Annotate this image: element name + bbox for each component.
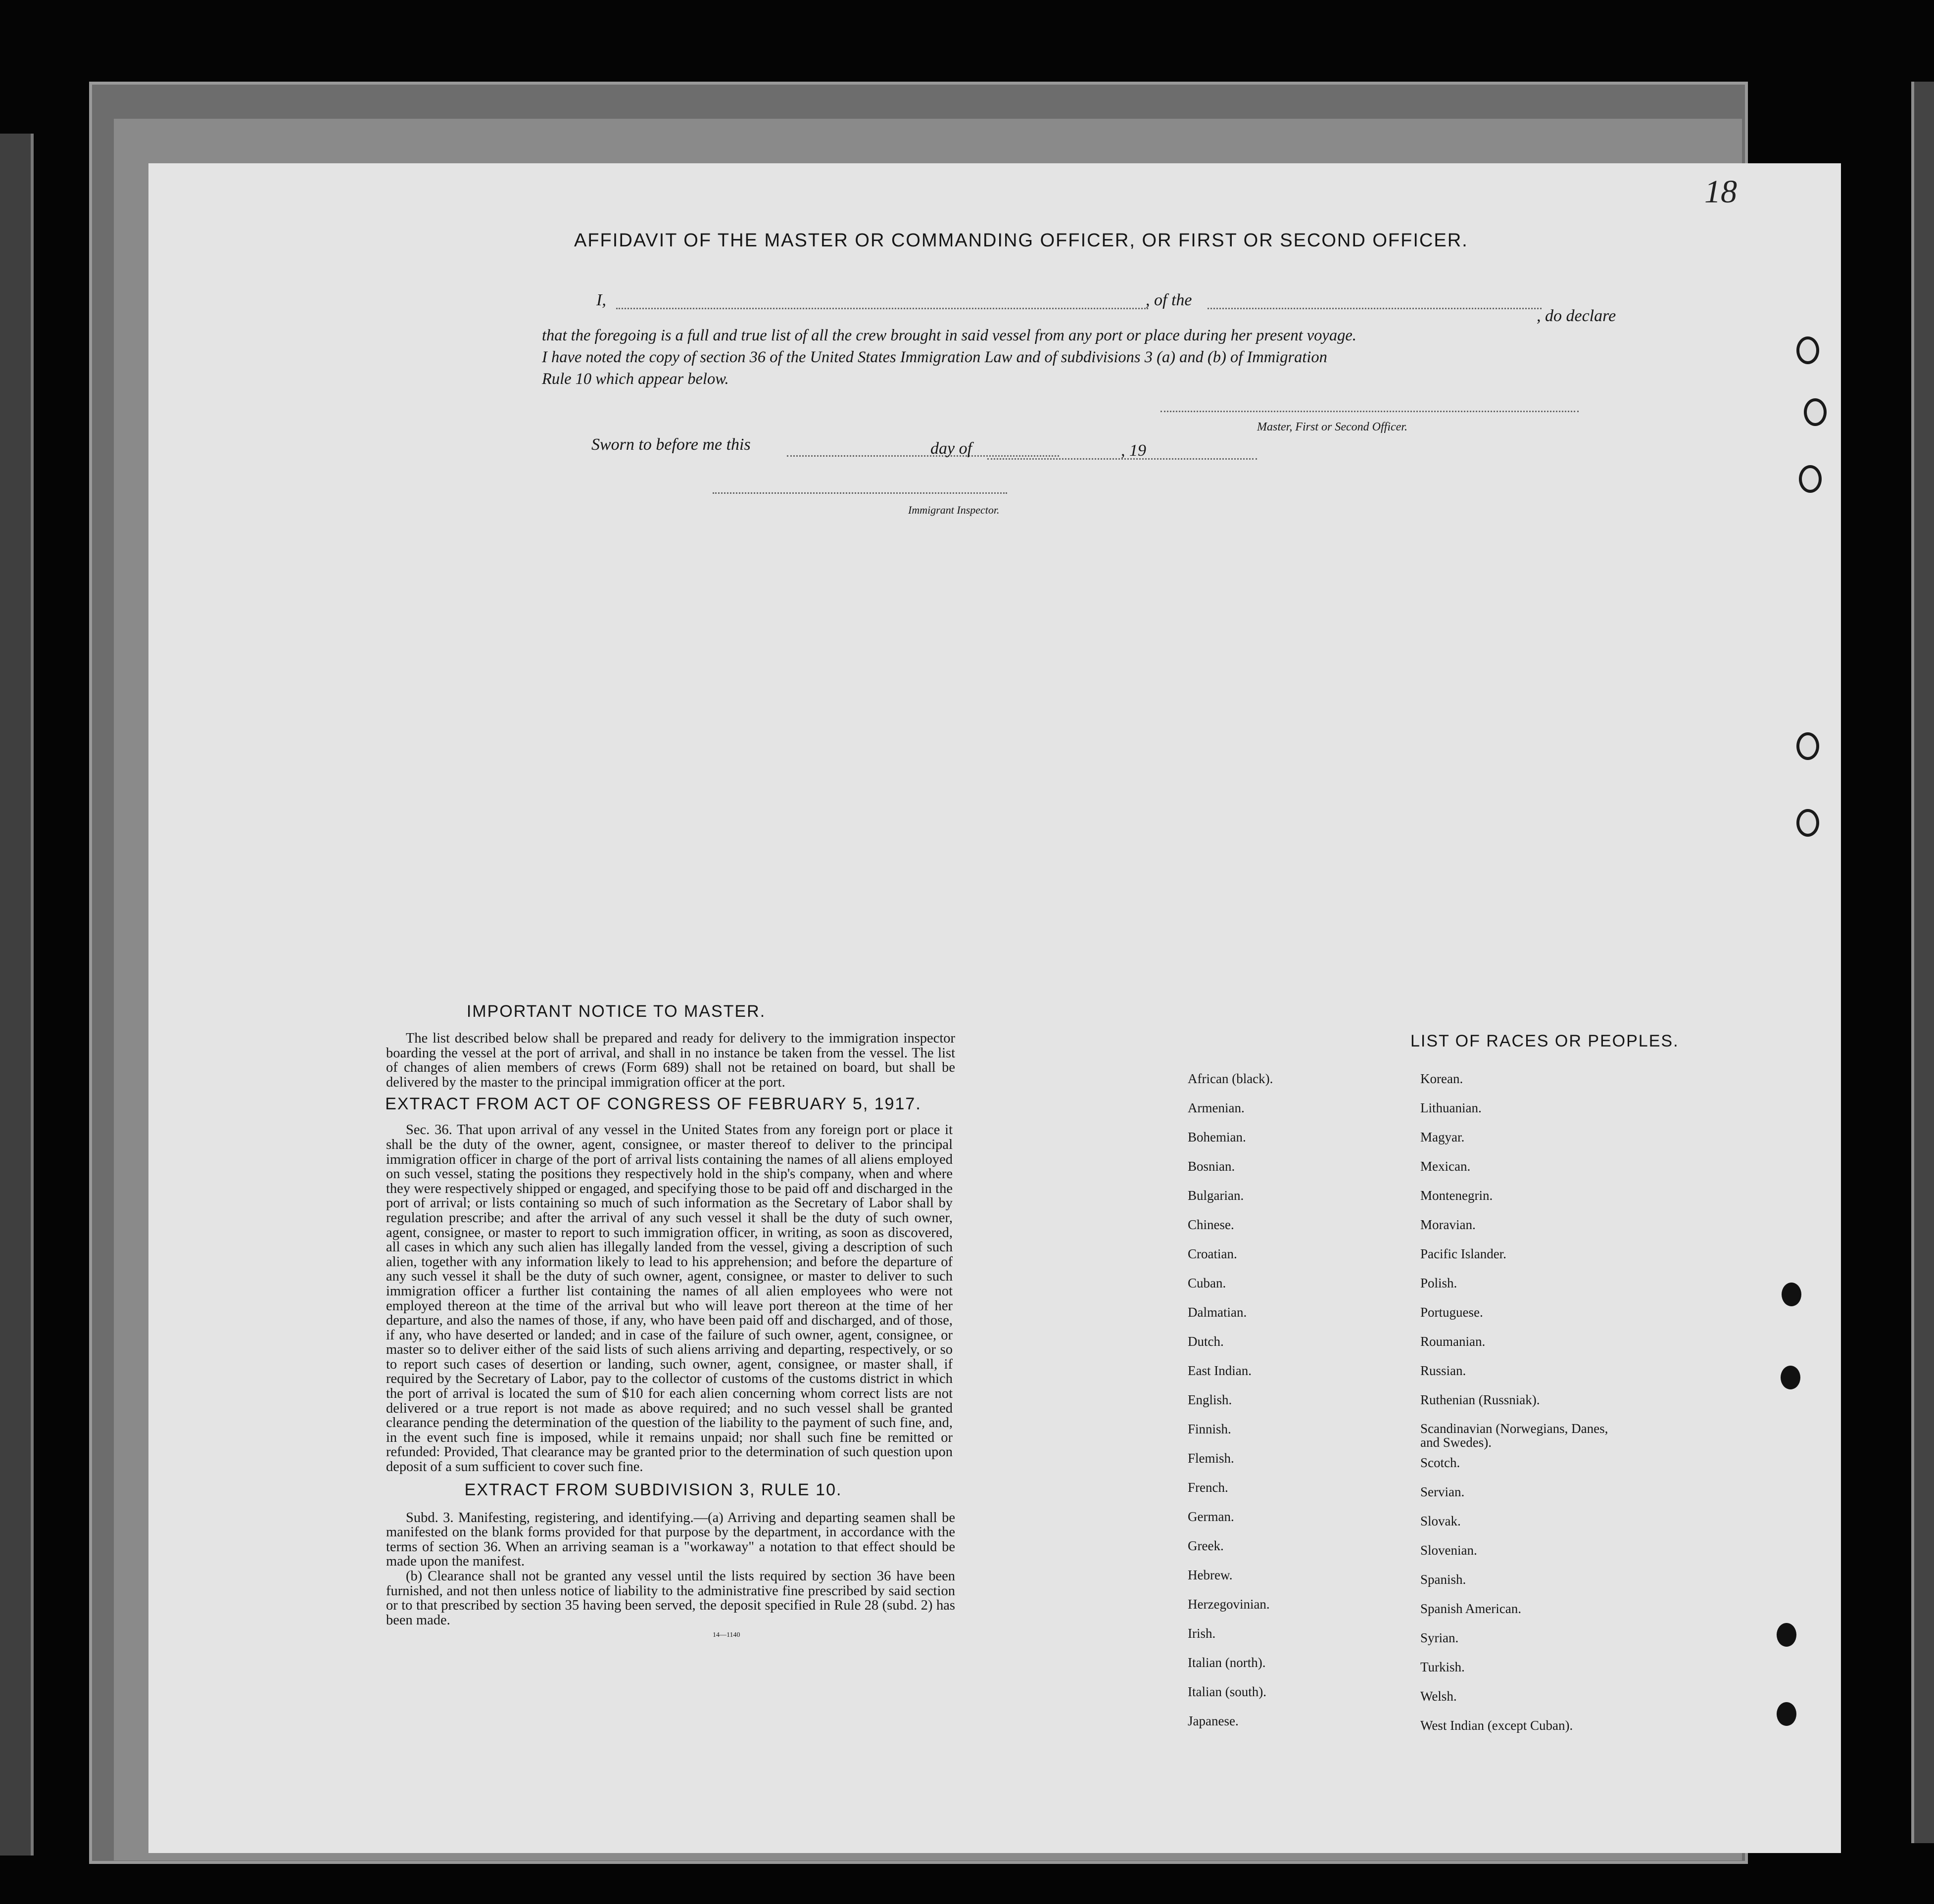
race-item: Flemish. [1188,1451,1234,1466]
race-item: Servian. [1420,1484,1465,1499]
race-item: Croatian. [1188,1246,1237,1261]
race-item: Greek. [1188,1538,1224,1553]
declarant-name-field[interactable] [616,308,1148,309]
binder-hole-icon [1777,1623,1796,1647]
race-item: Hebrew. [1188,1568,1233,1582]
race-item: Japanese. [1188,1714,1239,1728]
rule-paragraph-b: (b) Clearance shall not be granted any vessel until the lists required by section 36 have been furnished, and not then unless notice of liability to the administrative fine prescribed by said section or to that prescribed by section 35 having been served, the deposit specified in Rule 28 (subd. 2) has been made. [386,1569,955,1628]
race-item: Lithuanian. [1420,1100,1482,1115]
race-item: Polish. [1420,1276,1457,1290]
declaration-line-3: I have noted the copy of section 36 of the United States Immigration Law and of subdivisions 3 (a) and (b) of Immigration [542,348,1327,366]
race-item: Chinese. [1188,1217,1234,1232]
race-item: Pacific Islander. [1420,1246,1506,1261]
races-title: LIST OF RACES OR PEOPLES. [1410,1032,1679,1050]
race-item: Slovenian. [1420,1543,1477,1558]
adjacent-page-right-edge [1911,82,1934,1843]
rule-heading: EXTRACT FROM SUBDIVISION 3, RULE 10. [464,1480,842,1499]
binder-hole-icon [1804,398,1827,426]
race-item: Slovak. [1420,1514,1461,1528]
race-item: Portuguese. [1420,1305,1483,1320]
race-item: Herzegovinian. [1188,1597,1270,1612]
signature-field[interactable] [1160,411,1579,412]
inspector-signature-field[interactable] [713,492,1007,494]
adjacent-page-left-edge [0,134,34,1856]
race-item: Dalmatian. [1188,1305,1247,1320]
race-item: Italian (south). [1188,1684,1266,1699]
affidavit-title: AFFIDAVIT OF THE MASTER OR COMMANDING OFFICER, OR FIRST OR SECOND OFFICER. [574,230,1468,251]
race-item: Welsh. [1420,1689,1457,1704]
day-of-label: day of [930,439,972,458]
race-item: Montenegrin. [1420,1188,1493,1203]
act-heading: EXTRACT FROM ACT OF CONGRESS OF FEBRUARY 5, 1917. [385,1095,921,1114]
race-item: Italian (north). [1188,1655,1266,1670]
page-number: 18 [1704,174,1737,210]
declarant-label: I, [596,291,606,309]
race-item: African (black). [1188,1071,1273,1086]
race-item: French. [1188,1480,1228,1495]
race-item: East Indian. [1188,1363,1252,1378]
binder-hole-icon [1781,1366,1800,1389]
races-left-column [1188,1071,1273,1743]
vessel-label: , of the [1146,291,1192,309]
signature-label: Master, First or Second Officer. [1257,421,1407,433]
race-item: Armenian. [1188,1100,1245,1115]
form-code: 14—1140 [713,1631,740,1639]
declaration-line-2: that the foregoing is a full and true list of all the crew brought in said vessel from any port or place during her present voyage. [542,327,1356,344]
binder-hole-icon [1796,336,1819,364]
inspector-label: Immigrant Inspector. [908,504,1000,516]
race-item: Spanish American. [1420,1601,1521,1616]
race-item: English. [1188,1392,1232,1407]
binder-hole-icon [1799,465,1822,493]
binder-hole-icon [1777,1702,1796,1726]
sworn-date-field[interactable] [787,455,1059,457]
act-paragraph: Sec. 36. That upon arrival of any vessel in the United States from any foreign port or place it shall be the duty of the owner, agent, consignee, or master thereof to deliver to the principal immigration officer in charge of the port of arrival lists containing the names of all aliens employed on such vessel, stating the positions they respectively hold in the ship's company, when and where they were respectively shipped or engaged, and specifying those to be paid off and discharged in the port of arrival; or lists containing so much of such information as the Secretary of Labor shall by regulation prescribe; and after the arrival of any such vessel it shall be the duty of such owner, agent, consignee, or master to report to such immigration officer, in writing, as soon as discovered, all cases in which any such alien has illegally landed from the vessel, giving a description of such alien, together with any information likely to lead to his apprehension; and before the departure of any such vessel it shall be the duty of such owner, agent, consignee, or master to deliver to such immigration officer a further list containing the names of all alien employees who were not employed thereon at the time of the arrival but who will leave port thereon at the time of her departure, and also the names of those, if any, who have been paid off and discharged, and of those, if any, who have deserted or landed; and in case of the failure of such owner, agent, consignee, or master so to deliver either of the said lists of such aliens arriving and departing, respectively, or so to report such cases of desertion or landing, such owner, agent, consignee, or master shall, if required by the Secretary of Labor, pay to the collector of customs of the customs district in which the port of arrival is located the sum of $10 for each alien concerning whom correct lists are not delivered or a true report is not made as above required; and no such vessel shall be granted clearance pending the determination of the question of the liability to the payment of such fine, and, in the event such fine is imposed, while it remains unpaid; nor shall such fine be remitted or refunded: Provided, That clearance may be granted prior to the determination of such question upon deposit of a sum sufficient to cover such fine. [386,1122,953,1475]
race-item: Syrian. [1420,1630,1459,1645]
race-item: German. [1188,1509,1234,1524]
race-item: Korean. [1420,1071,1463,1086]
race-item: West Indian (except Cuban). [1420,1718,1573,1733]
races-right-column [1420,1071,1628,1747]
race-item: Finnish. [1188,1422,1231,1436]
sworn-label: Sworn to before me this [591,435,751,454]
year-label: , 19 [1121,441,1146,460]
race-item: Roumanian. [1420,1334,1486,1349]
race-item: Bosnian. [1188,1159,1235,1174]
race-item: Mexican. [1420,1159,1471,1174]
rule-paragraph-a: Subd. 3. Manifesting, registering, and identifying.—(a) Arriving and departing seamen shall be manifested on the blank forms provided for that purpose by the department, in accordance with the terms of section 36. When an arriving seaman is a "workaway" a notation to that effect should be made upon the manifest. [386,1510,955,1570]
declare-label: , do declare [1537,307,1616,325]
race-item: Cuban. [1188,1276,1226,1290]
race-item: Ruthenian (Russniak). [1420,1392,1540,1407]
race-item: Scandinavian (Norwegians, Danes, and Swedes). [1420,1421,1608,1450]
notice-section [356,1002,1099,1639]
binder-hole-icon [1782,1283,1801,1306]
manifest-page [148,163,1841,1853]
race-item: Bohemian. [1188,1130,1246,1144]
race-item: Turkish. [1420,1660,1465,1674]
binder-hole-icon [1796,809,1819,837]
race-item: Dutch. [1188,1334,1224,1349]
notice-paragraph: The list described below shall be prepared and ready for delivery to the immigration inspector boarding the vessel at the port of arrival, and shall in no instance be taken from the vessel. The list of changes of alien members of crews (Form 689) shall not be retained on board, but shall be delivered by the master to the principal immigration officer at the port. [386,1031,955,1090]
declaration-line-4: Rule 10 which appear below. [542,370,729,388]
race-item: Spanish. [1420,1572,1466,1587]
vessel-name-field[interactable] [1208,308,1542,309]
race-item: Russian. [1420,1363,1466,1378]
race-item: Bulgarian. [1188,1188,1244,1203]
notice-heading: IMPORTANT NOTICE TO MASTER. [466,1002,766,1021]
race-item: Irish. [1188,1626,1216,1641]
race-item: Moravian. [1420,1217,1476,1232]
race-item: Magyar. [1420,1130,1465,1144]
race-item: Scotch. [1420,1455,1460,1470]
binder-hole-icon [1796,732,1819,760]
